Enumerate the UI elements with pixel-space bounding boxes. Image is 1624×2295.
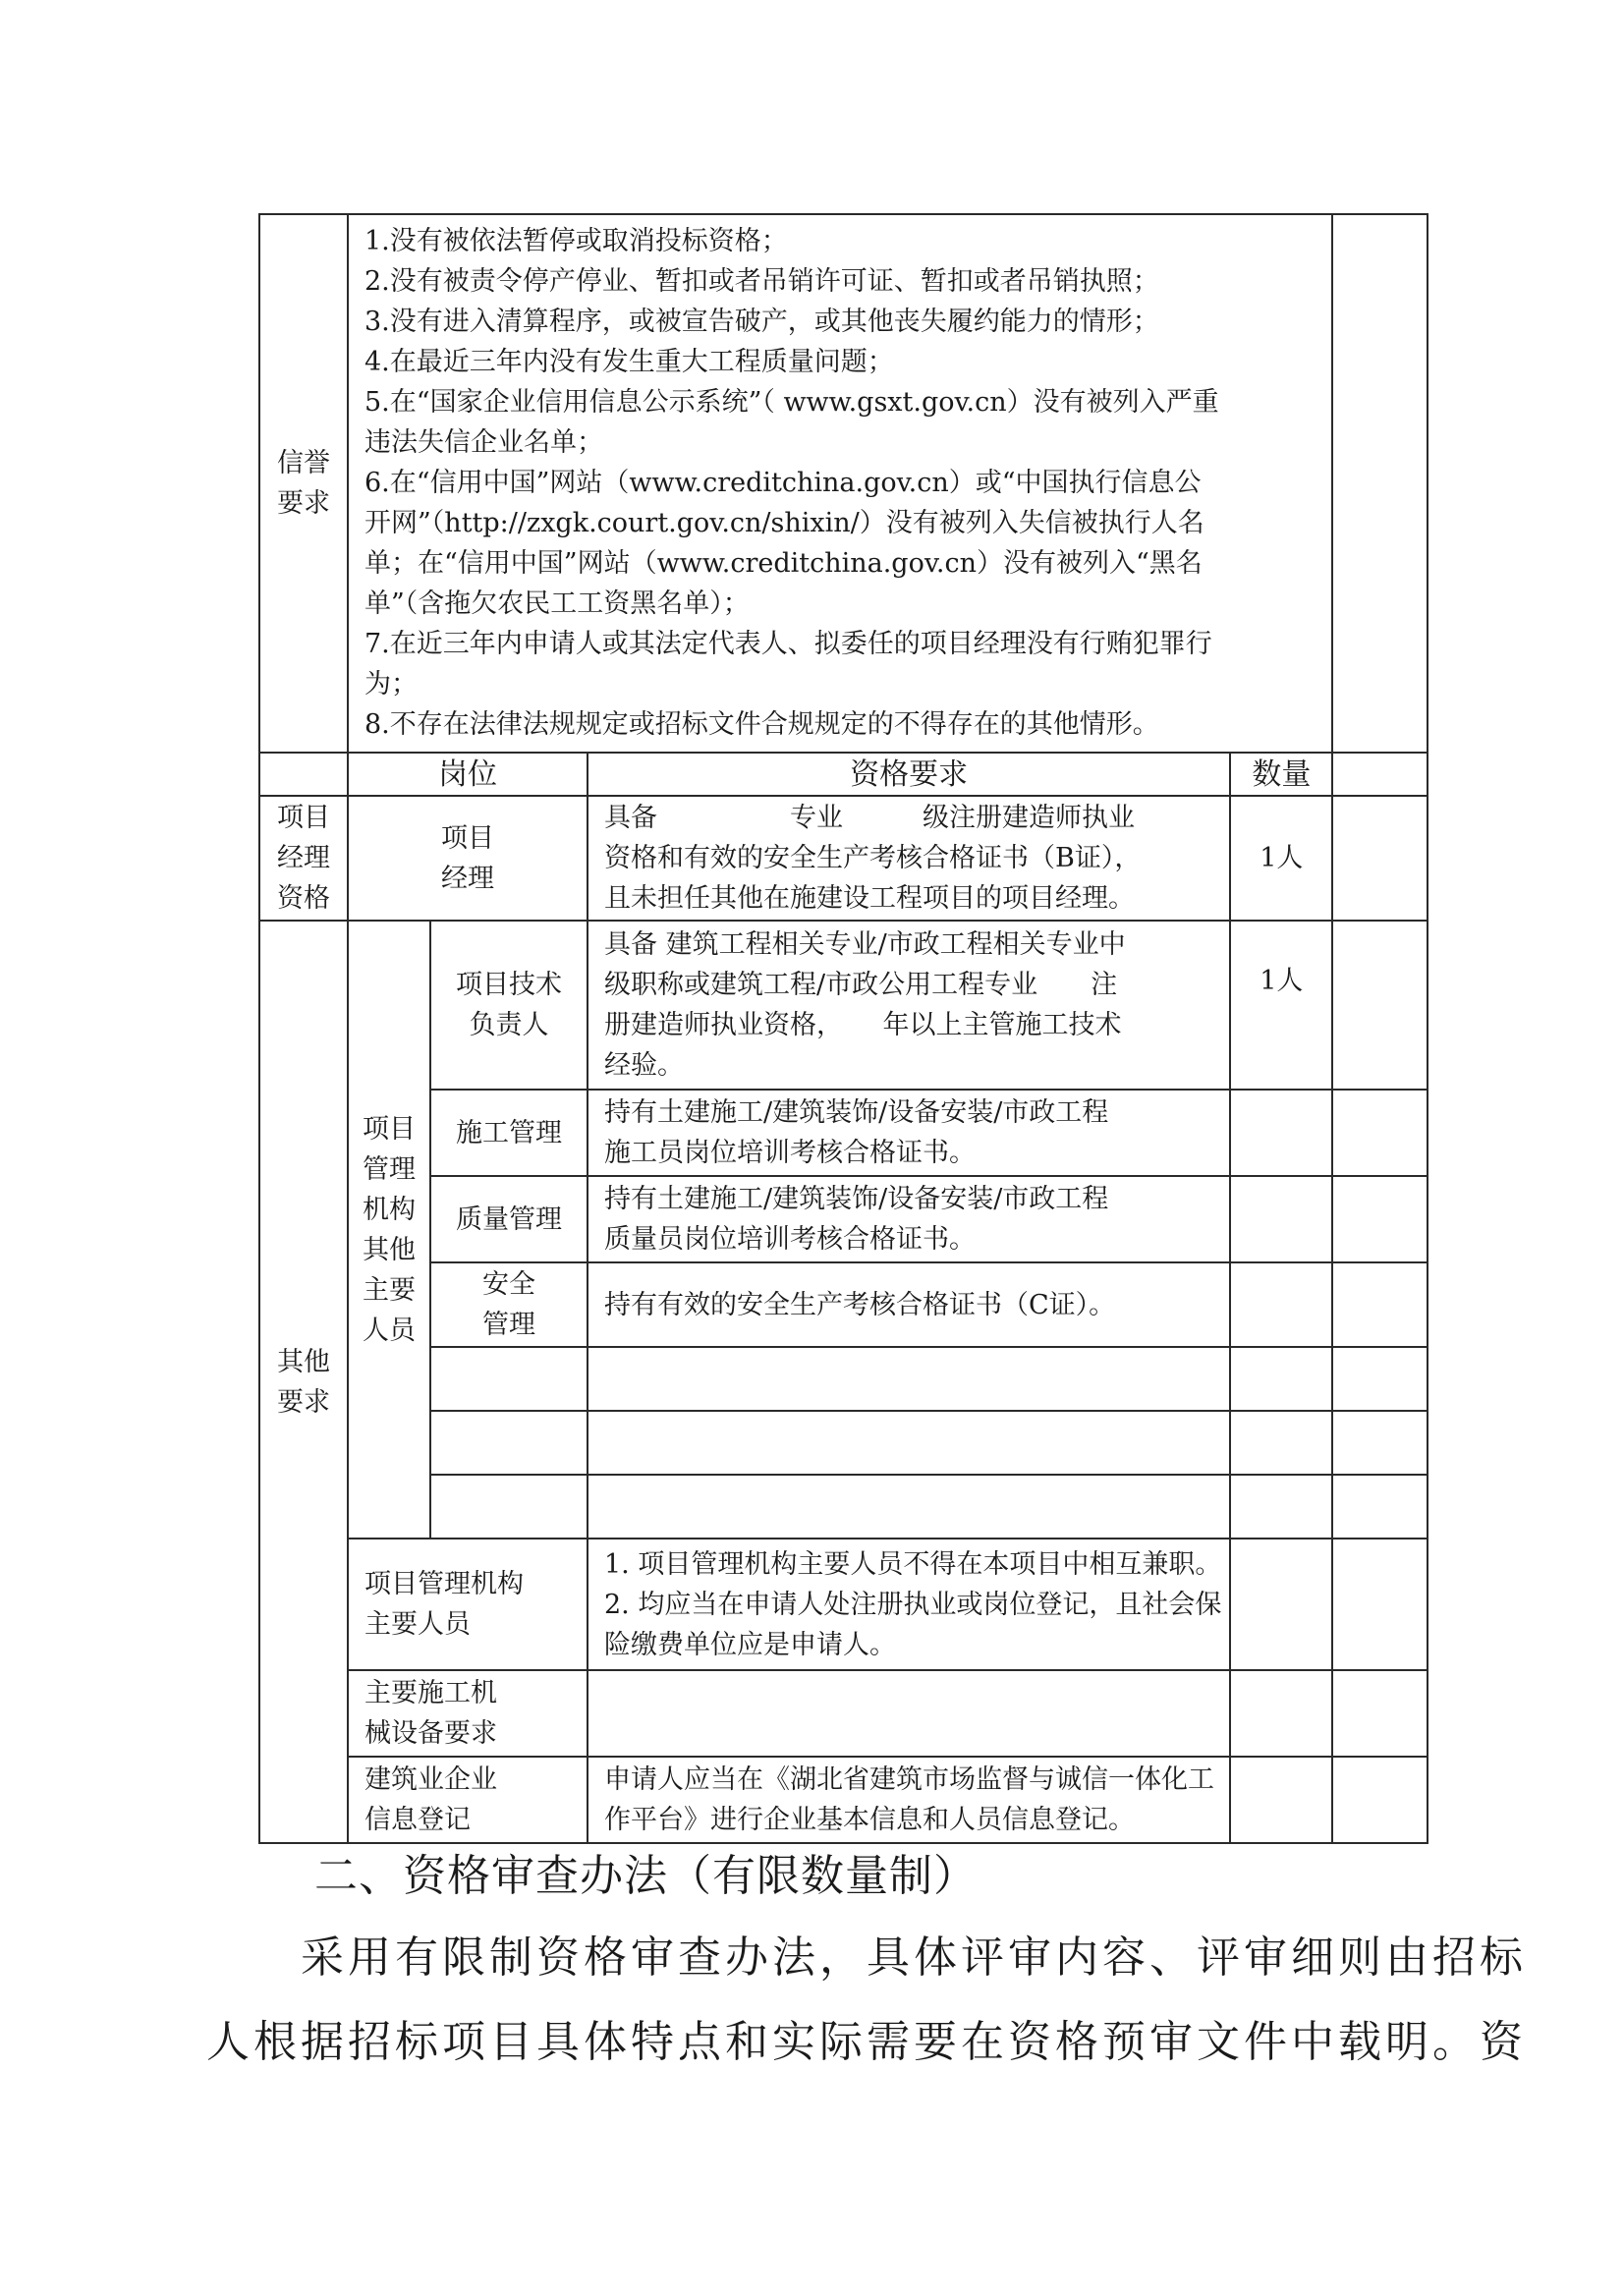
empty-row: [259, 1347, 1428, 1411]
equipment-row: [259, 1670, 1428, 1757]
reputation-item: 8.不存在法律法规规定或招标文件合规规定的不得存在的其他情形。: [364, 709, 1159, 740]
blank-cell: [1230, 1757, 1332, 1843]
reputation-item: 7.在近三年内申请人或其法定代表人、拟委任的项目经理没有行贿犯罪行: [364, 629, 1212, 659]
reputation-item: 1.没有被依法暂停或取消投标资格；: [364, 226, 788, 256]
empty-row: [259, 1475, 1428, 1539]
blank-cell: [1230, 1347, 1332, 1411]
tech-lead-quantity: 1人: [1230, 921, 1332, 1090]
construction-mgmt-requirement: 持有土建施工/建筑装饰/设备安装/市政工程 施工员岗位培训考核合格证书。: [588, 1090, 1230, 1176]
reputation-item: 单；在“信用中国”网站（www.creditchina.gov.cn）没有被列入“黑名: [364, 548, 1203, 579]
blank-cell: [1230, 1262, 1332, 1347]
key-personnel-label: 项目管理机构 主要人员: [348, 1539, 588, 1670]
blank-cell: [588, 1475, 1230, 1539]
blank-cell: [1230, 1411, 1332, 1475]
header-requirement: 资格要求: [588, 753, 1230, 796]
management-personnel-label: 项目 管理 机构 其他 主要 人员: [348, 921, 430, 1539]
blank-cell: [1332, 1475, 1428, 1539]
table-header-row: [259, 753, 1428, 796]
reputation-item: 3.没有进入清算程序，或被宣告破产，或其他丧失履约能力的情形；: [364, 307, 1159, 337]
reputation-label: 信誉 要求: [259, 214, 348, 753]
registration-row: [259, 1757, 1428, 1843]
tech-lead-post: 项目技术 负责人: [430, 921, 588, 1090]
header-quantity: 数量: [1230, 753, 1332, 796]
blank-cell: [430, 1475, 588, 1539]
blank-cell: [588, 1411, 1230, 1475]
blank-cell: [1332, 214, 1428, 753]
safety-mgmt-row: [259, 1262, 1428, 1347]
project-manager-row: [259, 796, 1428, 921]
tech-lead-row: [259, 921, 1428, 1090]
blank-cell: [1230, 1475, 1332, 1539]
registration-label: 建筑业企业 信息登记: [348, 1757, 588, 1843]
registration-requirement: 申请人应当在《湖北省建筑市场监督与诚信一体化工 作平台》进行企业基本信息和人员信息登记。: [588, 1757, 1230, 1843]
qualification-table: [258, 213, 1428, 1844]
project-manager-requirement: 具备 专业 级注册建造师执业 资格和有效的安全生产考核合格证书（B证）， 且未担任其他在施建设工程项目的项目经理。: [588, 796, 1230, 921]
safety-mgmt-requirement: 持有有效的安全生产考核合格证书（C证）。: [588, 1262, 1230, 1347]
quality-mgmt-post: 质量管理: [430, 1176, 588, 1262]
other-requirements-label: 其他 要求: [259, 921, 348, 1843]
reputation-item: 2.没有被责令停产停业、暂扣或者吊销许可证、暂扣或者吊销执照；: [364, 266, 1159, 297]
blank-cell: [430, 1347, 588, 1411]
blank-cell: [1230, 1090, 1332, 1176]
blank-cell: [1332, 921, 1428, 1090]
blank-cell: [1332, 753, 1428, 796]
key-personnel-row: [259, 1539, 1428, 1670]
project-manager-label: 项目 经理 资格: [259, 796, 348, 921]
blank-cell: [1230, 1539, 1332, 1670]
construction-mgmt-post: 施工管理: [430, 1090, 588, 1176]
blank-cell: [588, 1347, 1230, 1411]
blank-cell: [1332, 1411, 1428, 1475]
construction-mgmt-row: [259, 1090, 1428, 1176]
blank-cell: [1332, 1539, 1428, 1670]
header-position: 岗位: [348, 753, 588, 796]
blank-cell: [1230, 1670, 1332, 1757]
reputation-item: 5.在“国家企业信用信息公示系统”（ www.gsxt.gov.cn）没有被列入严重: [364, 387, 1219, 418]
empty-row: [259, 1411, 1428, 1475]
reputation-item: 为；: [364, 669, 418, 700]
safety-mgmt-post: 安全 管理: [430, 1262, 588, 1347]
blank-cell: [1332, 1757, 1428, 1843]
blank-cell: [1230, 1176, 1332, 1262]
equipment-label: 主要施工机 械设备要求: [348, 1670, 588, 1757]
blank-cell: [430, 1411, 588, 1475]
blank-cell: [1332, 1670, 1428, 1757]
reputation-requirements: [348, 214, 1332, 753]
reputation-item: 开网”（http://zxgk.court.gov.cn/shixin/）没有被列入失信被执行人名: [364, 508, 1204, 538]
blank-cell: [588, 1670, 1230, 1757]
reputation-item: 6.在“信用中国”网站（www.creditchina.gov.cn）或“中国执行信息公: [364, 468, 1202, 498]
reputation-item: 违法失信企业名单；: [364, 427, 603, 458]
quality-mgmt-requirement: 持有土建施工/建筑装饰/设备安装/市政工程 质量员岗位培训考核合格证书。: [588, 1176, 1230, 1262]
reputation-item: 4.在最近三年内没有发生重大工程质量问题；: [364, 347, 894, 377]
blank-cell: [1332, 796, 1428, 921]
body-line: 人根据招标项目具体特点和实际需要在资格预审文件中载明。资: [206, 2017, 1527, 2067]
reputation-item: 单”（含拖欠农民工工资黑名单）；: [364, 588, 750, 619]
body-line: 采用有限制资格审查办法，具体评审内容、评审细则由招标: [301, 1932, 1527, 1983]
reputation-row: [259, 214, 1428, 753]
tech-lead-requirement: 具备 建筑工程相关专业/市政工程相关专业中 级职称或建筑工程/市政公用工程专业 注 册建造师执业资格， 年以上主管施工技术 经验。: [588, 921, 1230, 1090]
blank-cell: [1332, 1176, 1428, 1262]
quality-mgmt-row: [259, 1176, 1428, 1262]
blank-cell: [1332, 1262, 1428, 1347]
blank-cell: [259, 753, 348, 796]
body-paragraph: [206, 1916, 1527, 2085]
blank-cell: [1332, 1090, 1428, 1176]
blank-cell: [1332, 1347, 1428, 1411]
key-personnel-requirement: 1. 项目管理机构主要人员不得在本项目中相互兼职。 2. 均应当在申请人处注册执业或岗位登记，且社会保 险缴费单位应是申请人。: [588, 1539, 1230, 1670]
project-manager-post: 项目 经理: [348, 796, 588, 921]
section-heading: 二、资格审查办法（有限数量制）: [314, 1851, 978, 1901]
project-manager-quantity: 1人: [1230, 796, 1332, 921]
